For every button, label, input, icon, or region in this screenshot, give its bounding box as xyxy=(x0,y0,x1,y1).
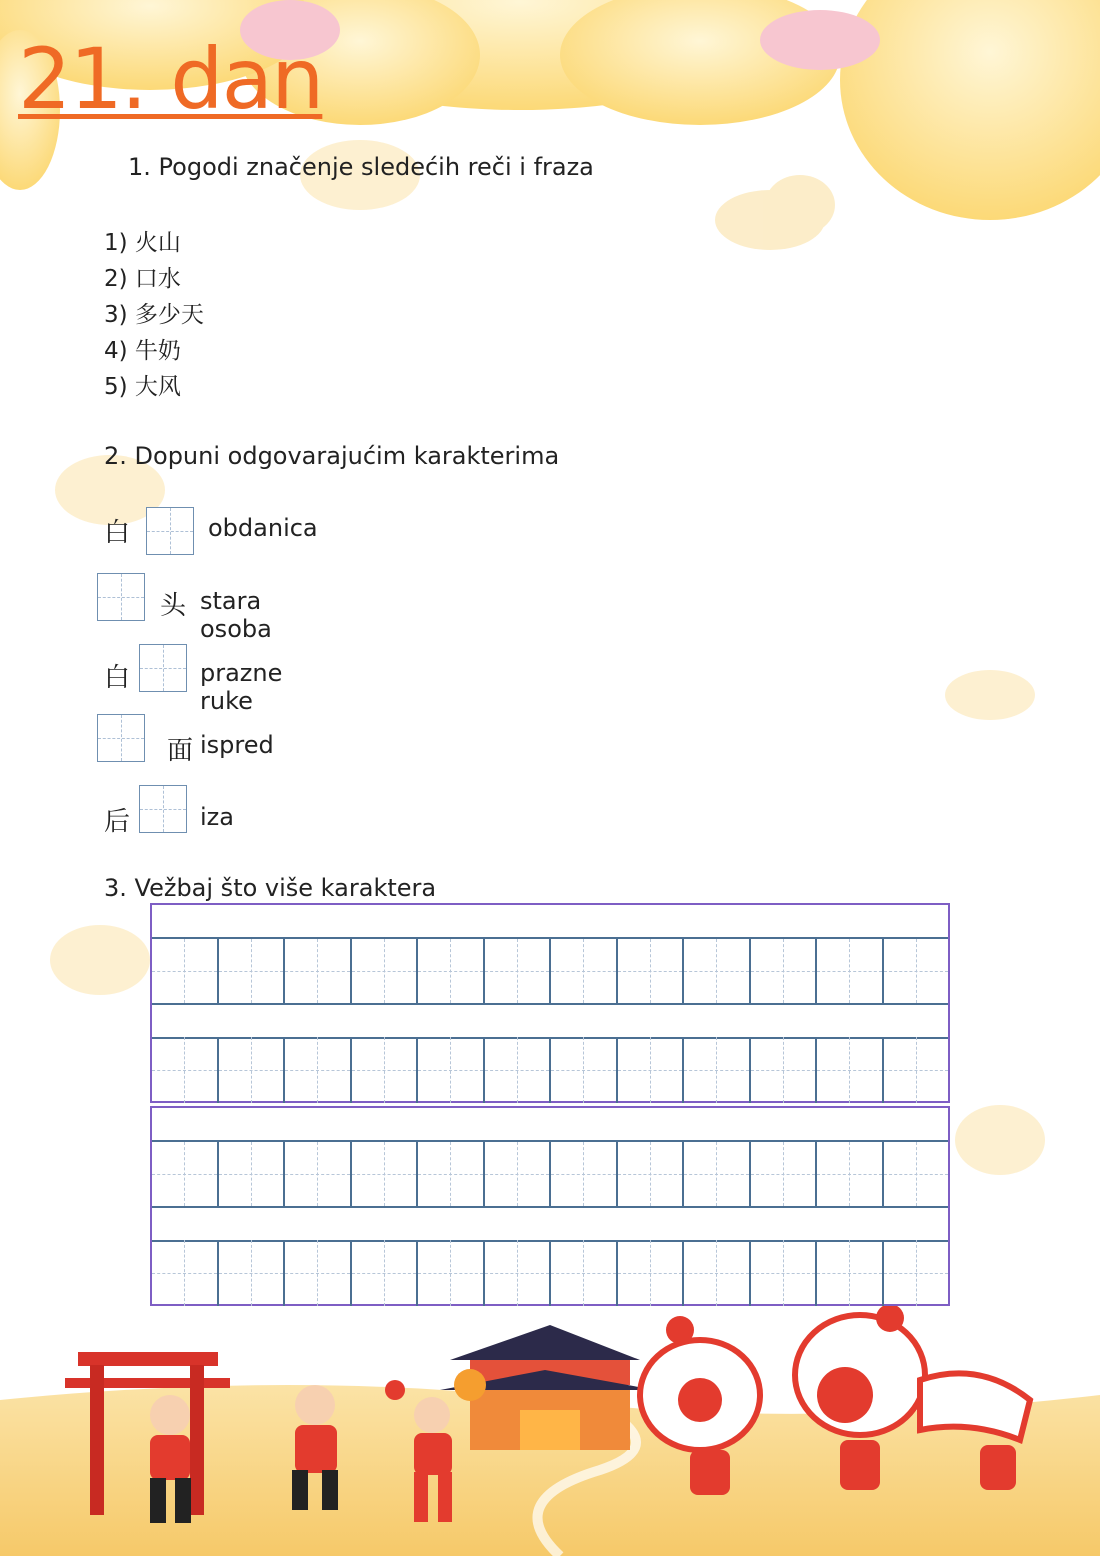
given-character: 头 xyxy=(160,591,187,621)
practice-cell[interactable] xyxy=(684,1142,751,1206)
practice-cell[interactable] xyxy=(751,1037,818,1103)
practice-cell[interactable] xyxy=(285,1240,352,1306)
section-3-heading: 3. Vežbaj što više karaktera xyxy=(104,874,437,902)
practice-cell[interactable] xyxy=(751,939,818,1003)
practice-cell[interactable] xyxy=(352,939,419,1003)
practice-cell[interactable] xyxy=(418,1037,485,1103)
bottom-festival-scene xyxy=(0,1304,1100,1556)
practice-cell[interactable] xyxy=(152,1240,219,1306)
vocab-item: 1) 火山 xyxy=(104,230,181,256)
practice-cell[interactable] xyxy=(152,939,219,1003)
practice-row xyxy=(152,1142,948,1208)
vocab-item: 3) 多少天 xyxy=(104,302,204,328)
meaning-label: obdanica xyxy=(208,514,318,542)
vocab-item: 5) 大风 xyxy=(104,374,181,400)
practice-cell[interactable] xyxy=(551,1142,618,1206)
meaning-label: iza xyxy=(200,803,234,831)
meaning-label: prazne ruke xyxy=(200,659,283,715)
practice-cell[interactable] xyxy=(485,1240,552,1306)
practice-cell[interactable] xyxy=(352,1142,419,1206)
practice-cell[interactable] xyxy=(418,1240,485,1306)
practice-cell[interactable] xyxy=(418,1142,485,1206)
pinyin-band[interactable] xyxy=(152,1208,948,1242)
section-2-heading: 2. Dopuni odgovarajućim karakterima xyxy=(104,442,560,470)
small-cloud xyxy=(945,670,1035,720)
vocab-item: 4) 牛奶 xyxy=(104,338,181,364)
practice-cell[interactable] xyxy=(817,1037,884,1103)
practice-grid-block xyxy=(150,903,950,1103)
practice-cell[interactable] xyxy=(285,1037,352,1103)
practice-cell[interactable] xyxy=(219,1142,286,1206)
practice-cell[interactable] xyxy=(817,1142,884,1206)
practice-cell[interactable] xyxy=(352,1240,419,1306)
pinyin-band[interactable] xyxy=(152,1005,948,1039)
practice-cell[interactable] xyxy=(418,939,485,1003)
practice-cell[interactable] xyxy=(285,939,352,1003)
practice-row xyxy=(152,939,948,1005)
pinyin-band[interactable] xyxy=(152,905,948,939)
given-character: 面 xyxy=(167,736,194,766)
given-character: 白 xyxy=(104,518,131,548)
practice-cell[interactable] xyxy=(684,1037,751,1103)
vocab-list xyxy=(104,225,204,405)
practice-cell[interactable] xyxy=(618,939,685,1003)
practice-cell[interactable] xyxy=(219,939,286,1003)
character-answer-box[interactable] xyxy=(146,507,194,555)
practice-cell[interactable] xyxy=(352,1037,419,1103)
section-1-heading: 1. Pogodi značenje sledećih reči i fraza xyxy=(128,153,594,181)
practice-cell[interactable] xyxy=(551,1037,618,1103)
practice-cell[interactable] xyxy=(751,1240,818,1306)
given-character: 后 xyxy=(104,807,131,837)
meaning-label: ispred xyxy=(200,731,274,759)
practice-cell[interactable] xyxy=(219,1037,286,1103)
practice-cell[interactable] xyxy=(884,1142,949,1206)
character-answer-box[interactable] xyxy=(139,785,187,833)
character-answer-box[interactable] xyxy=(97,714,145,762)
character-answer-box[interactable] xyxy=(139,644,187,692)
practice-cell[interactable] xyxy=(684,1240,751,1306)
small-cloud xyxy=(50,925,150,995)
practice-cell[interactable] xyxy=(884,1037,949,1103)
practice-row xyxy=(152,1240,948,1306)
practice-cell[interactable] xyxy=(618,1037,685,1103)
small-cloud xyxy=(955,1105,1045,1175)
pinyin-band[interactable] xyxy=(152,1108,948,1142)
practice-cell[interactable] xyxy=(817,939,884,1003)
practice-cell[interactable] xyxy=(551,939,618,1003)
practice-cell[interactable] xyxy=(884,1240,949,1306)
practice-cell[interactable] xyxy=(485,1037,552,1103)
practice-grid-block xyxy=(150,1106,950,1306)
given-character: 白 xyxy=(104,663,131,693)
practice-cell[interactable] xyxy=(485,939,552,1003)
practice-cell[interactable] xyxy=(152,1142,219,1206)
page-title: 21. dan xyxy=(18,30,323,128)
practice-cell[interactable] xyxy=(884,939,949,1003)
character-answer-box[interactable] xyxy=(97,573,145,621)
meaning-label: stara osoba xyxy=(200,587,272,643)
practice-cell[interactable] xyxy=(551,1240,618,1306)
practice-row xyxy=(152,1037,948,1103)
practice-cell[interactable] xyxy=(684,939,751,1003)
practice-cell[interactable] xyxy=(618,1240,685,1306)
practice-cell[interactable] xyxy=(285,1142,352,1206)
practice-cell[interactable] xyxy=(751,1142,818,1206)
practice-cell[interactable] xyxy=(485,1142,552,1206)
practice-cell[interactable] xyxy=(618,1142,685,1206)
small-cloud xyxy=(715,175,835,250)
practice-cell[interactable] xyxy=(817,1240,884,1306)
practice-cell[interactable] xyxy=(152,1037,219,1103)
vocab-item: 2) 口水 xyxy=(104,266,181,292)
practice-cell[interactable] xyxy=(219,1240,286,1306)
